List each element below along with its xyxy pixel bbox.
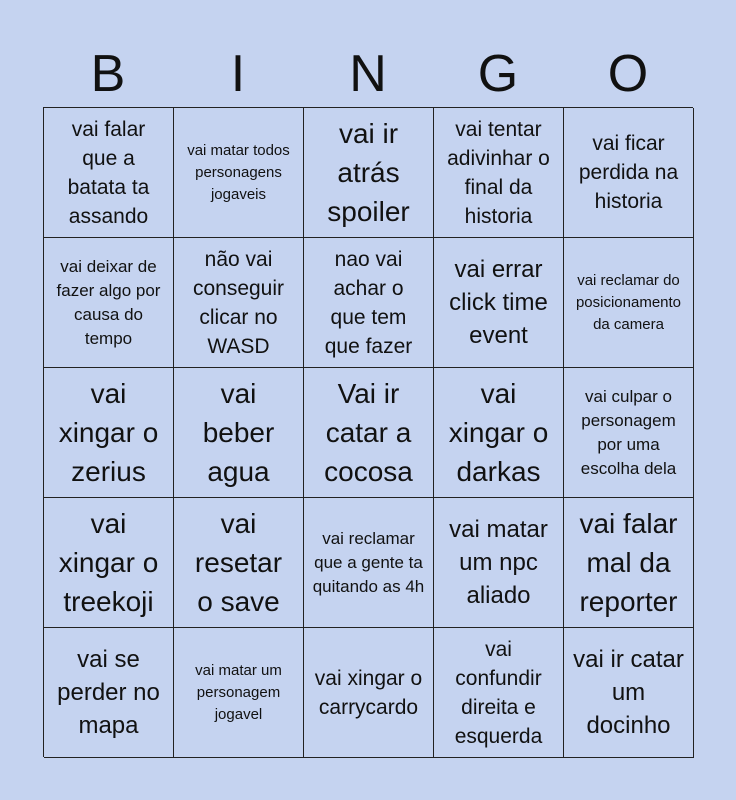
bingo-cell-text: Vai ir catar a cocosa	[324, 378, 413, 487]
bingo-cell-text: vai matar todos personagens jogaveis	[187, 141, 290, 203]
bingo-cell-text: vai beber agua	[202, 378, 275, 487]
header-letter-n: N	[349, 45, 387, 103]
bingo-cell-r5-c3[interactable]	[304, 628, 434, 758]
bingo-cell-text: nao vai achar o que tem que fazer	[324, 247, 413, 358]
bingo-cell-r2-c5[interactable]	[564, 238, 694, 368]
bingo-cell-text: vai errar click time event	[449, 256, 548, 349]
bingo-cell-text: vai falar mal da reporter	[579, 508, 678, 617]
bingo-cell-r3-c5[interactable]	[564, 368, 694, 498]
bingo-cell-r2-c1[interactable]	[44, 238, 174, 368]
bingo-cell-r1-c2[interactable]	[174, 108, 304, 238]
bingo-cell-text: vai se perder no mapa	[57, 646, 160, 739]
bingo-cell-r5-c5[interactable]	[564, 628, 694, 758]
bingo-cell-text: vai matar um personagem jogavel	[195, 661, 282, 723]
bingo-cell-text: vai culpar o personagem por uma escolha dela	[580, 386, 677, 478]
bingo-cell-text: vai falar que a batata ta assando	[67, 117, 150, 228]
bingo-cell-text: vai xingar o treekoji	[58, 508, 159, 617]
header-letter-o: O	[607, 45, 649, 103]
bingo-cell-r3-c2[interactable]	[174, 368, 304, 498]
bingo-cell-text: vai matar um npc aliado	[449, 516, 548, 609]
bingo-cell-r3-c1[interactable]	[44, 368, 174, 498]
bingo-cell-r2-c3[interactable]	[304, 238, 434, 368]
bingo-cell-text: vai xingar o carrycardo	[314, 666, 423, 719]
bingo-cell-text: não vai conseguir clicar no WASD	[192, 247, 285, 358]
bingo-cell-text: vai resetar o save	[194, 508, 283, 617]
bingo-cell-text: vai tentar adivinhar o final da historia	[447, 117, 550, 228]
bingo-cell-r3-c3[interactable]	[304, 368, 434, 498]
bingo-cell-r2-c4[interactable]	[434, 238, 564, 368]
bingo-cell-text: vai confundir direita e esquerda	[454, 637, 543, 748]
bingo-cell-r4-c2[interactable]	[174, 498, 304, 628]
bingo-cell-text: vai reclamar do posicionamento da camera	[575, 271, 682, 333]
bingo-cell-r4-c1[interactable]	[44, 498, 174, 628]
bingo-cell-r3-c4[interactable]	[434, 368, 564, 498]
bingo-header	[43, 40, 693, 108]
bingo-cell-r4-c3[interactable]	[304, 498, 434, 628]
bingo-cell-r1-c1[interactable]	[44, 108, 174, 238]
bingo-cell-text: vai reclamar que a gente ta quitando as 4h	[312, 528, 425, 596]
header-letter-b: B	[90, 45, 126, 103]
header-letter-i: I	[230, 45, 246, 103]
bingo-cell-r5-c1[interactable]	[44, 628, 174, 758]
bingo-cell-r1-c5[interactable]	[564, 108, 694, 238]
bingo-cell-text: vai xingar o darkas	[448, 378, 549, 487]
bingo-cell-text: vai ficar perdida na historia	[578, 132, 679, 213]
bingo-cell-text: vai xingar o zerius	[58, 378, 159, 487]
bingo-cell-text: vai ir atrás spoiler	[327, 118, 410, 227]
bingo-cell-r1-c4[interactable]	[434, 108, 564, 238]
bingo-cell-r5-c4[interactable]	[434, 628, 564, 758]
bingo-cell-text: vai deixar de fazer algo por causa do tempo	[56, 256, 161, 348]
header-letter-g: G	[477, 45, 519, 103]
bingo-cell-r2-c2[interactable]	[174, 238, 304, 368]
bingo-board	[43, 107, 693, 757]
bingo-cell-r5-c2[interactable]	[174, 628, 304, 758]
bingo-cell-r4-c5[interactable]	[564, 498, 694, 628]
bingo-cell-r4-c4[interactable]	[434, 498, 564, 628]
bingo-cell-text: vai ir catar um docinho	[573, 646, 684, 739]
bingo-cell-r1-c3[interactable]	[304, 108, 434, 238]
